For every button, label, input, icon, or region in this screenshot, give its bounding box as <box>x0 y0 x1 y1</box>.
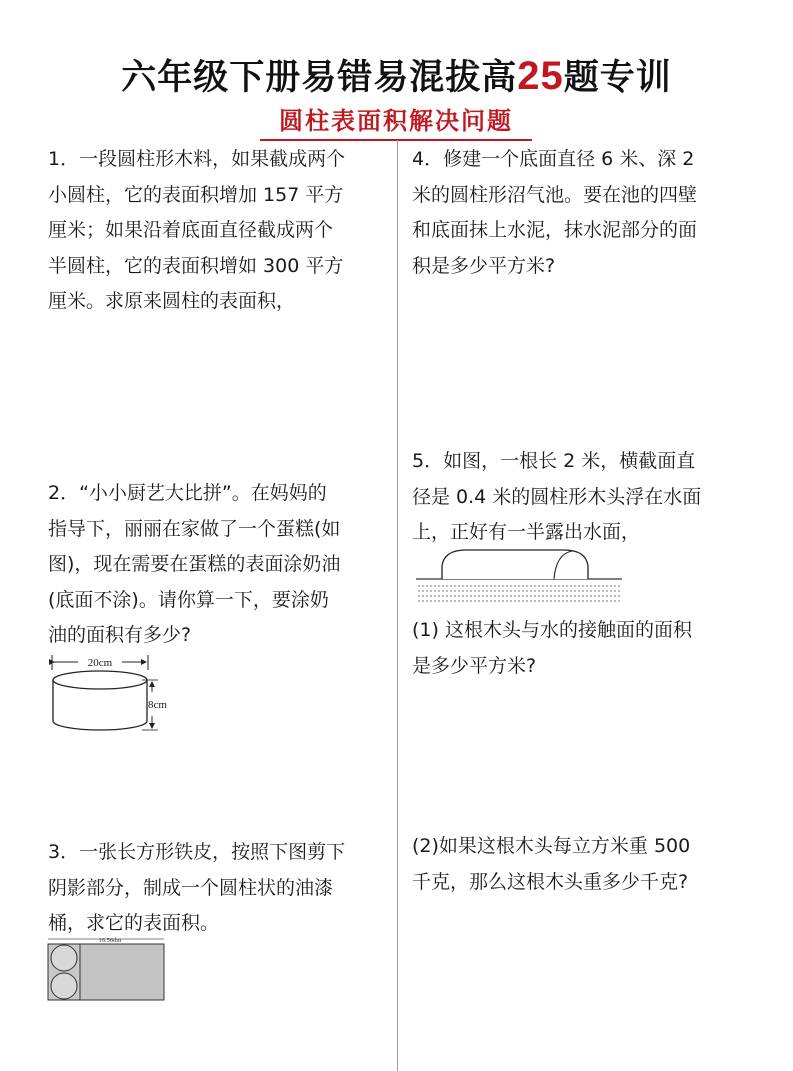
question-5-part-2-line: 千克，那么这根木头重多少千克? <box>412 870 689 893</box>
question-1-line: 1．一段圆柱形木料，如果截成两个 <box>48 148 346 170</box>
question-5-part-1-line: 是多少平方米? <box>412 654 537 677</box>
question-2-line: 油的面积有多少? <box>48 624 192 646</box>
log-top-outline <box>442 550 588 579</box>
question-3-line: 桶，求它的表面积。 <box>48 912 220 934</box>
question-5-part-1-line: (1) 这根木头与水的接触面的面积 <box>412 619 692 641</box>
question-1-line: 厘米；如果沿着底面直径截成两个 <box>48 219 334 241</box>
question-5-part-1 <box>412 613 692 684</box>
question-5-line: 上，正好有一半露出水面， <box>412 521 641 543</box>
question-5-part-2-line: (2)如果这根木头每立方米重 500 <box>412 835 691 857</box>
column-divider <box>397 140 398 1071</box>
floating-log-figure <box>414 546 624 606</box>
page-title <box>0 50 793 100</box>
question-1-line: 小圆柱，它的表面积增加 157 平方 <box>48 183 344 206</box>
question-1-line: 半圆柱，它的表面积增如 300 平方 <box>48 254 344 277</box>
question-5-line: 径是 0.4 米的圆柱形木头浮在水面 <box>412 485 702 508</box>
cake-top-ellipse <box>53 671 147 689</box>
metal-sheet-figure <box>46 934 170 1004</box>
question-2-line: (底面不涂)。请你算一下，要涂奶 <box>48 588 329 611</box>
sheet-circle-top <box>51 945 77 971</box>
cake-width-label: 20cm <box>87 657 113 669</box>
question-4-line: 米的圆柱形沼气池。要在池的四壁 <box>412 183 698 206</box>
question-5 <box>412 444 701 551</box>
sheet-length-label: 16.56dm <box>98 937 122 944</box>
water-hatching <box>418 586 620 601</box>
sheet-circle-bottom <box>51 973 77 999</box>
title-text-before: 六年级下册易错易混拔高 <box>121 58 518 98</box>
question-2-line: 2．“小小厨艺大比拼”。在妈妈的 <box>48 482 327 504</box>
sheet-side-rectangle <box>80 944 164 1000</box>
question-3-line: 阴影部分，制成一个圆柱状的油漆 <box>48 876 334 899</box>
question-3 <box>48 835 345 942</box>
question-3-line: 3．一张长方形铁皮，按照下图剪下 <box>48 841 346 863</box>
page-subtitle: 圆柱表面积解决问题 <box>260 101 532 141</box>
question-4 <box>412 142 697 284</box>
question-2 <box>48 476 340 654</box>
question-5-part-2 <box>412 829 690 900</box>
question-4-line: 4．修建一个底面直径 6 米、深 2 <box>412 148 695 170</box>
question-4-line: 积是多少平方米? <box>412 254 556 277</box>
title-number: 25 <box>517 54 564 98</box>
cake-bottom-arc <box>53 721 147 730</box>
title-text-after: 题专训 <box>563 58 672 98</box>
question-2-line: 指导下，丽丽在家做了一个蛋糕(如 <box>48 517 341 540</box>
question-2-line: 图)，现在需要在蛋糕的表面涂奶油 <box>48 553 341 575</box>
question-5-line: 5．如图，一根长 2 米，横截面直 <box>412 450 696 472</box>
question-1-line: 厘米。求原来圆柱的表面积， <box>48 290 296 312</box>
cake-height-label: 8cm <box>148 699 167 711</box>
question-4-line: 和底面抹上水泥，抹水泥部分的面 <box>412 219 698 241</box>
cake-cylinder-figure <box>44 650 184 740</box>
question-1 <box>48 142 345 320</box>
